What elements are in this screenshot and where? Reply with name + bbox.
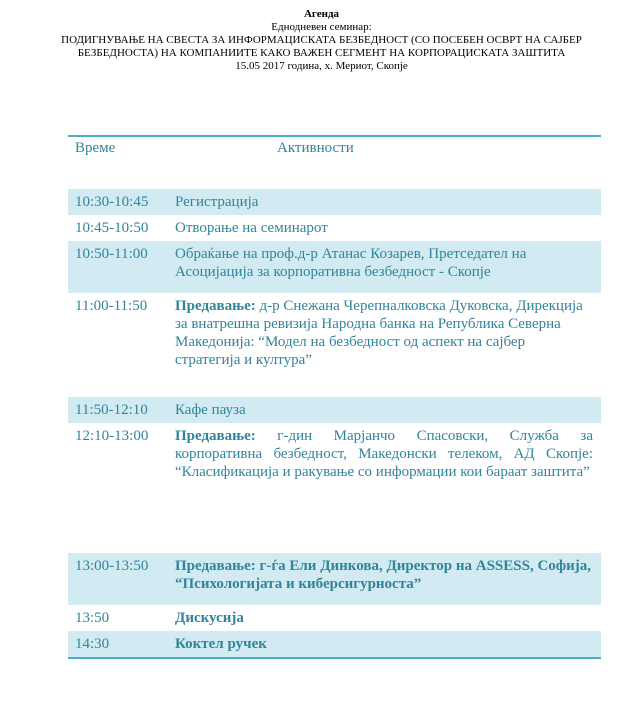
table-row xyxy=(68,293,601,397)
table-row xyxy=(68,241,601,293)
lecture-label: Предавање: xyxy=(175,428,256,444)
document-header xyxy=(0,8,643,73)
row-activity: Регистрација xyxy=(175,194,259,210)
table-row xyxy=(68,605,601,631)
agenda-heading: Агенда xyxy=(303,8,340,20)
row-time: 10:30-10:45 xyxy=(75,194,149,210)
row-time: 10:50-11:00 xyxy=(75,246,148,262)
agenda-table xyxy=(68,135,601,659)
row-time: 11:50-12:10 xyxy=(75,402,148,418)
row-activity xyxy=(175,297,601,397)
row-activity-text: г-дин Марјанчо Спасовски, Служба за корпоративна безбедност, Македонски телеком, АД Скопје: “Класификација и ракување со информации кои бараат заштита” xyxy=(175,428,594,480)
table-header xyxy=(68,137,601,189)
seminar-date: 15.05 2017 година, х. Мериот, Скопје xyxy=(235,60,408,72)
row-activity: Отворање на семинарот xyxy=(175,220,328,236)
row-time: 12:10-13:00 xyxy=(75,428,149,444)
table-row xyxy=(68,423,601,553)
row-time: 13:00-13:50 xyxy=(75,558,149,574)
table-bottom-rule xyxy=(68,657,601,659)
row-activity-text: д-р Снежана Черепналковска Дуковска, Дирекција за внатрешна ревизија Народна банка на Република Северна Македонија: “Модел на безбедност од аспект на сајбер стратегија и култура” xyxy=(175,298,583,368)
lecture-label: Предавање: xyxy=(175,298,256,314)
table-row xyxy=(68,397,601,423)
row-activity: Дискусија xyxy=(175,610,244,626)
row-activity: Кафе пауза xyxy=(175,402,246,418)
row-time: 11:00-11:50 xyxy=(75,298,148,314)
table-row xyxy=(68,215,601,241)
row-activity: Обраќање на проф.д-р Атанас Козарев, Претседател на Асоцијација за корпоративна безбедност - Скопје xyxy=(175,246,527,280)
column-activity-header: Активности xyxy=(277,140,354,156)
row-activity xyxy=(175,427,601,553)
row-time: 14:30 xyxy=(75,636,110,652)
seminar-subtitle: Еднодневен семинар: xyxy=(271,21,372,33)
table-row xyxy=(68,553,601,605)
lecture-label: Предавање: xyxy=(175,558,256,574)
column-time-header: Време xyxy=(75,140,116,156)
row-time: 10:45-10:50 xyxy=(75,220,149,236)
table-row xyxy=(68,631,601,657)
row-time: 13:50 xyxy=(75,610,110,626)
row-activity-text: г-ѓа Ели Динкова, Директор на ASSESS, Софија, “Психологијата и киберсигурноста” xyxy=(175,558,592,592)
row-activity: Коктел ручек xyxy=(175,636,267,652)
seminar-title: ПОДИГНУВАЊЕ НА СВЕСТА ЗА ИНФОРМАЦИСКАТА БЕЗБЕДНОСТ (СО ПОСЕБЕН ОСВРТ НА САЈБЕР БЕЗБЕДНОСТА) НА КОМПАНИИТЕ КАКО ВАЖЕН СЕГМЕНТ НА КОРПОРАЦИСКАТА ЗАШТИТА xyxy=(61,34,582,59)
table-row xyxy=(68,189,601,215)
row-activity xyxy=(175,557,601,605)
